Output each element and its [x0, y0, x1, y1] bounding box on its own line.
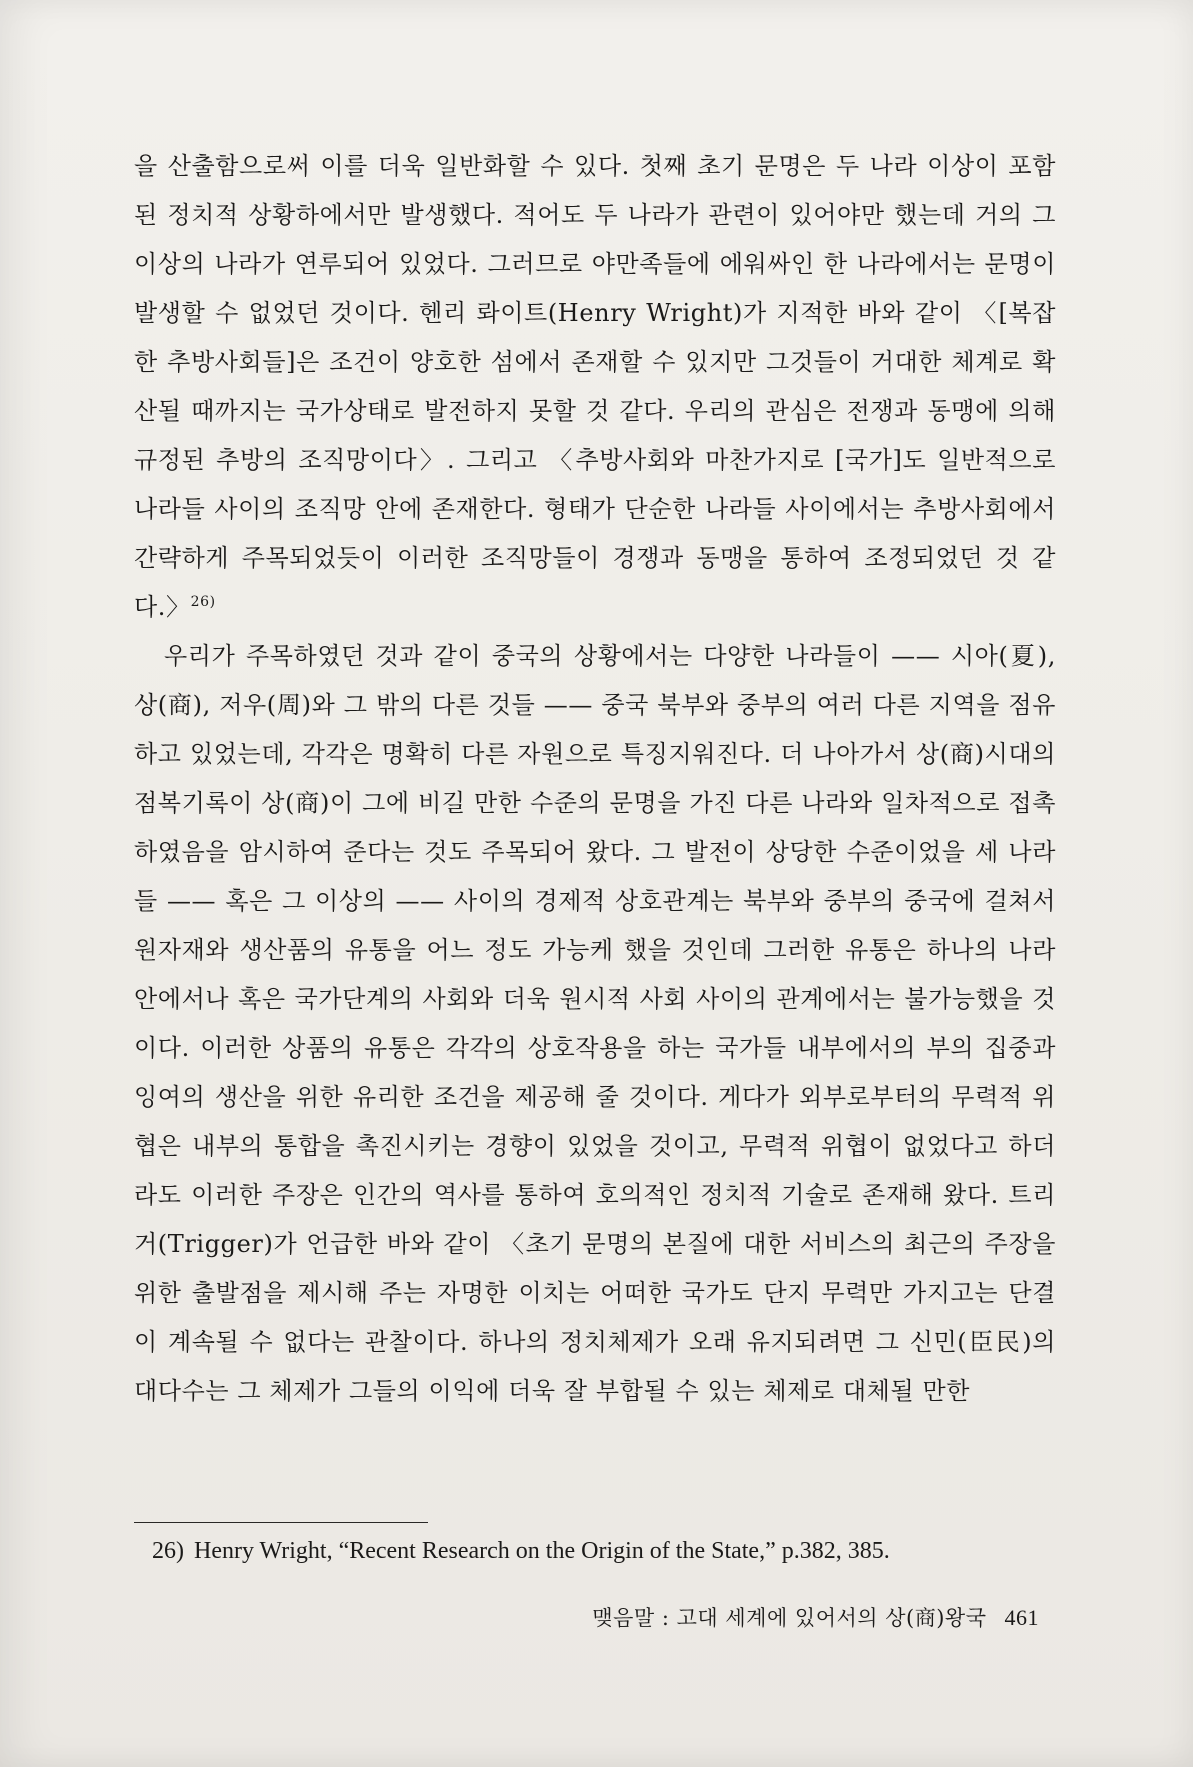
paragraph [134, 142, 1056, 632]
paragraph-text: 을 산출함으로써 이를 더욱 일반화할 수 있다. 첫째 초기 문명은 두 나라 이상이 포함된 정치적 상황하에서만 발생했다. 적어도 두 나라가 관련이 있어야만 했는데 거의 그 이상의 나라가 연루되어 있었다. 그러므로 야만족들에 에워싸인 한 나라에서는 문명이 발생할 수 없었던 것이다. 헨리 롸이트(Henry Wright)가 지적한 바와 같이 〈[복잡한 추방사회들]은 조건이 양호한 섬에서 존재할 수 있지만 그것들이 거대한 체계로 확산될 때까지는 국가상태로 발전하지 못할 것 같다. 우리의 관심은 전쟁과 동맹에 의해 규정된 추방의 조직망이다〉. 그리고 〈추방사회와 마찬가지로 [국가]도 일반적으로 나라들 사이의 조직망 안에 존재한다. 형태가 단순한 나라들 사이에서는 추방사회에서 간략하게 주목되었듯이 이러한 조직망들이 경쟁과 동맹을 통하여 조정되었던 것 같다.〉 [134, 152, 1056, 621]
footnote [152, 1534, 1072, 1568]
page-number: 461 [1004, 1605, 1039, 1630]
footnote-number: 26) [152, 1538, 184, 1564]
footnote-divider [134, 1522, 428, 1523]
paragraph [134, 632, 1056, 1416]
footnote-reference: 26) [190, 594, 216, 610]
body-text [134, 142, 1056, 1416]
running-title: 맺음말 : 고대 세계에 있어서의 상(商)왕국 [592, 1606, 987, 1630]
running-footer [592, 1602, 1039, 1634]
paragraph-text: 우리가 주목하였던 것과 같이 중국의 상황에서는 다양한 나라들이 —— 시아(夏), 상(商), 저우(周)와 그 밖의 다른 것들 —— 중국 북부와 중부의 여러 다른 지역을 점유하고 있었는데, 각각은 명확히 다른 자원으로 특징지워진다. 더 나아가서 상(商)시대의 점복기록이 상(商)이 그에 비길 만한 수준의 문명을 가진 다른 나라와 일차적으로 접촉하였음을 암시하여 준다는 것도 주목되어 왔다. 그 발전이 상당한 수준이었을 세 나라들 —— 혹은 그 이상의 —— 사이의 경제적 상호관계는 북부와 중부의 중국에 걸쳐서 원자재와 생산품의 유통을 어느 정도 가능케 했을 것인데 그러한 유통은 하나의 나라 안에서나 혹은 국가단계의 사회와 더욱 원시적 사회 사이의 관계에서는 불가능했을 것이다. 이러한 상품의 유통은 각각의 상호작용을 하는 국가들 내부에서의 부의 집중과 잉여의 생산을 위한 유리한 조건을 제공해 줄 것이다. 게다가 외부로부터의 무력적 위협은 내부의 통합을 촉진시키는 경향이 있었을 것이고, 무력적 위협이 없었다고 하더라도 이러한 주장은 인간의 역사를 통하여 호의적인 정치적 기술로 존재해 왔다. 트리거(Trigger)가 언급한 바와 같이 〈초기 문명의 본질에 대한 서비스의 최근의 주장을 위한 출발점을 제시해 주는 자명한 이치는 어떠한 국가도 단지 무력만 가지고는 단결이 계속될 수 없다는 관찰이다. 하나의 정치체제가 오래 유지되려면 그 신민(臣民)의 대다수는 그 체제가 그들의 이익에 더욱 잘 부합될 수 있는 체제로 대체될 만한 [134, 642, 1056, 1405]
footnote-text: Henry Wright, “Recent Research on the Origin of the State,” p.382, 385. [194, 1538, 890, 1564]
